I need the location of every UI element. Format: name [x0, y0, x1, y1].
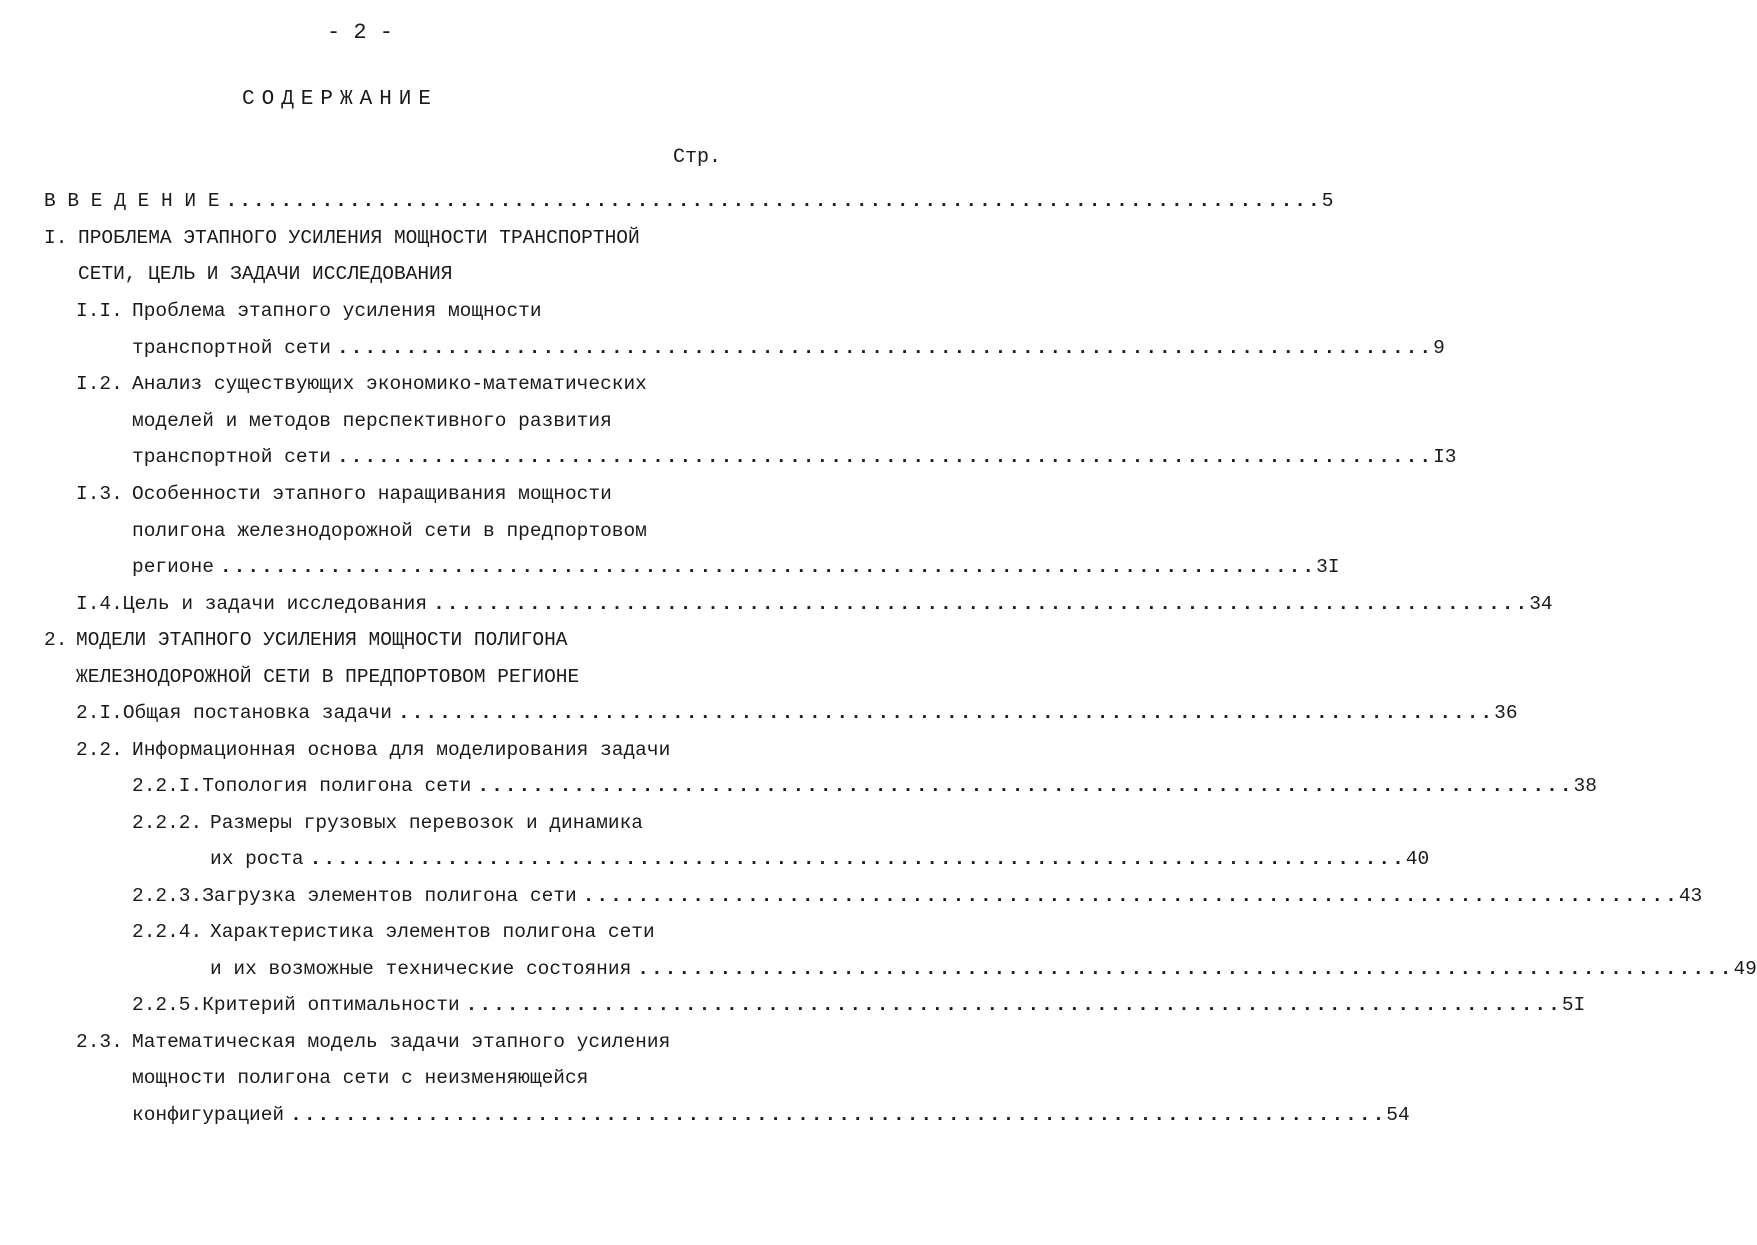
toc-entry [76, 1027, 670, 1057]
toc-entry-title: и их возможные технические состояния [210, 958, 632, 980]
toc-entry-title: В В Е Д Е Н И Е [44, 190, 220, 212]
toc-entry [76, 662, 579, 692]
toc-entry-title: Критерий оптимальности [202, 994, 460, 1016]
page-title: СОДЕРЖАНИЕ [241, 88, 439, 111]
toc-dot-leader: ................................................................................ [582, 885, 1679, 907]
toc-entry [132, 1063, 588, 1093]
toc-entry-page: 36 [1494, 702, 1518, 724]
toc-entry-title: МОДЕЛИ ЭТАПНОГО УСИЛЕНИЯ МОЩНОСТИ ПОЛИГОНА [76, 629, 568, 651]
toc-entry-page: 5I [1561, 994, 1586, 1016]
toc-dot-leader: ................................................................................ [477, 775, 1574, 797]
toc-entry [76, 735, 670, 765]
toc-entry-title: ЖЕЛЕЗНОДОРОЖНОЙ СЕТИ В ПРЕДПОРТОВОМ РЕГИОНЕ [76, 666, 580, 688]
toc-entry-number: I.2. [76, 373, 123, 395]
toc-entry [132, 552, 1340, 582]
toc-dot-leader: ................................................................................ [309, 848, 1406, 870]
toc-entry-page: I3 [1433, 446, 1457, 468]
toc-entry-number: I.3. [76, 483, 123, 505]
toc-entry [132, 881, 1703, 911]
toc-entry-number: I. [44, 227, 68, 249]
toc-entry-page: 49 [1733, 958, 1757, 980]
toc-entry-title: Цель и задачи исследования [122, 593, 428, 615]
toc-entry [132, 333, 1445, 363]
toc-entry [132, 442, 1457, 472]
toc-entry-title: Информационная основа для моделирования задачи [132, 739, 671, 761]
toc-entry [132, 808, 643, 838]
toc-dot-leader: ................................................................................ [225, 190, 1322, 212]
toc-entry-number: 2.2.3. [132, 885, 203, 907]
toc-entry [76, 479, 612, 509]
toc-entry-page: 43 [1678, 885, 1703, 907]
toc-entry-title: Особенности этапного наращивания мощности [132, 483, 612, 505]
toc-entry-page: 54 [1386, 1104, 1410, 1126]
toc-entry-number: I.I. [76, 300, 123, 322]
toc-entry-title: Топология полигона сети [202, 775, 472, 797]
toc-entry [210, 954, 1757, 984]
toc-entry-number: 2.2.4. [132, 921, 203, 943]
toc-dot-leader: ................................................................................ [397, 702, 1495, 724]
toc-entry [76, 296, 542, 326]
toc-entry-title: Математическая модель задачи этапного усиления [132, 1031, 671, 1053]
toc-entry [78, 259, 452, 289]
toc-entry [132, 1100, 1410, 1130]
toc-entry-page: 5 [1321, 190, 1334, 212]
toc-entry-title: транспортной сети [132, 446, 331, 468]
toc-entry-title: мощности полигона сети с неизменяющейся [132, 1067, 589, 1089]
toc-entry [210, 844, 1430, 874]
toc-entry-title: конфигурацией [132, 1104, 285, 1126]
toc-entry-number: 2.2.2. [132, 812, 203, 834]
toc-entry [76, 698, 1518, 728]
toc-entry-title: транспортной сети [132, 337, 331, 359]
toc-dot-leader: ................................................................................ [336, 446, 1434, 468]
toc-entry-page: 9 [1433, 337, 1445, 359]
toc-entry-title: регионе [132, 556, 214, 578]
toc-entry-number: 2.I. [76, 702, 123, 724]
toc-entry-title: СЕТИ, ЦЕЛЬ И ЗАДАЧИ ИССЛЕДОВАНИЯ [78, 263, 453, 285]
toc-entry-title: Загрузка элементов полигона сети [202, 885, 577, 907]
toc-entry-number: 2.3. [76, 1031, 123, 1053]
toc-entry [132, 771, 1597, 801]
toc-entry-page: 38 [1573, 775, 1597, 797]
toc-entry-title: полигона железнодорожной сети в предпортовом [132, 520, 647, 542]
toc-entry-number: 2.2. [76, 739, 123, 761]
toc-entry [132, 516, 647, 546]
toc-dot-leader: ................................................................................ [465, 994, 1562, 1016]
toc-entry-title: Характеристика элементов полигона сети [210, 921, 655, 943]
toc-dot-leader: ................................................................................ [290, 1104, 1387, 1126]
toc-entry-title: ПРОБЛЕМА ЭТАПНОГО УСИЛЕНИЯ МОЩНОСТИ ТРАНСПОРТНОЙ [78, 227, 640, 249]
toc-entry-title: их роста [210, 848, 304, 870]
toc-entry [76, 369, 647, 399]
toc-entry [44, 625, 567, 655]
toc-entry [132, 406, 612, 436]
toc-entry-title: Анализ существующих экономико-математических [132, 373, 647, 395]
toc-entry [44, 223, 640, 253]
toc-entry [44, 186, 1334, 216]
toc-entry [132, 917, 655, 947]
toc-entry-page: 3I [1316, 556, 1340, 578]
toc-dot-leader: ................................................................................ [433, 593, 1530, 615]
toc-entry [132, 990, 1586, 1020]
page-number: - 2 - [326, 20, 393, 45]
toc-entry-title: Проблема этапного усиления мощности [132, 300, 542, 322]
toc-entry-page: 34 [1529, 593, 1553, 615]
toc-dot-leader: ................................................................................ [637, 958, 1734, 980]
toc-dot-leader: ................................................................................ [336, 337, 1434, 359]
toc-entry-title: моделей и методов перспективного развития [132, 410, 612, 432]
page-column-header: Стр. [672, 146, 721, 169]
toc-entry-number: I.4. [76, 593, 123, 615]
toc-entry-title: Размеры грузовых перевозок и динамика [210, 812, 643, 834]
toc-entry-number: 2.2.I. [132, 775, 203, 797]
toc-entry [76, 589, 1553, 619]
toc-entry-number: 2.2.5. [132, 994, 203, 1016]
toc-entry-title: Общая постановка задачи [122, 702, 392, 724]
toc-dot-leader: ................................................................................ [219, 556, 1317, 578]
toc-entry-page: 40 [1405, 848, 1430, 870]
toc-entry-number: 2. [44, 629, 68, 651]
